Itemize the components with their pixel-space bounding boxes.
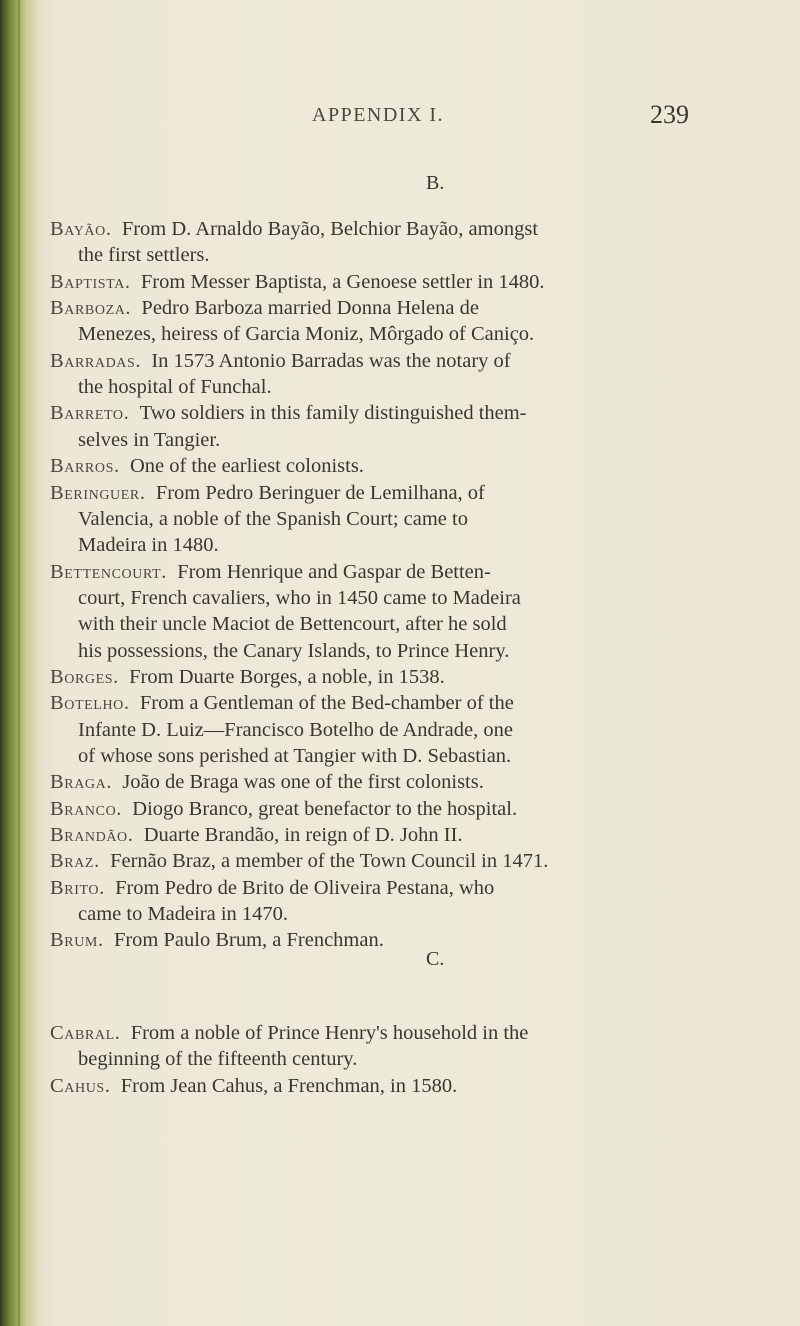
entry-text: In 1573 Antonio Barradas was the notary of	[151, 349, 511, 372]
entry-first-line	[50, 453, 364, 479]
entry-continuation-line: Infante D. Luiz—Francisco Botelho de Andrade, one	[78, 718, 513, 741]
entry-text: From a Gentleman of the Bed-chamber of the	[139, 692, 514, 715]
entry-continuation-line: Valencia, a noble of the Spanish Court; came to	[78, 507, 468, 530]
entry-first-line	[50, 1020, 528, 1046]
entry-continuation-line: beginning of the fifteenth century.	[78, 1048, 358, 1071]
entry-surname: Barros.	[50, 455, 120, 478]
entry-first-line	[50, 269, 545, 295]
page-number: 239	[650, 100, 689, 129]
entry-continuation-line: Menezes, heiress of Garcia Moniz, Môrgado of Caniço.	[78, 323, 535, 346]
entry-first-line	[50, 216, 538, 242]
entry-text: From Henrique and Gaspar de Betten-	[177, 560, 491, 583]
entry-continuation-line: the hospital of Funchal.	[78, 376, 272, 399]
entry-surname: Botelho.	[50, 692, 130, 715]
entry-first-line	[50, 400, 527, 426]
entry-surname: Braga.	[50, 771, 113, 794]
entry-continuation-line: with their uncle Maciot de Bettencourt, after he sold	[78, 613, 507, 636]
entry-text: From a noble of Prince Henry's household in the	[130, 1022, 529, 1044]
entry-first-line	[50, 848, 548, 874]
entry-text: João de Braga was one of the first colonists.	[122, 771, 484, 794]
entry-surname: Brito.	[50, 876, 105, 899]
entry-continuation-line: Madeira in 1480.	[78, 534, 219, 557]
entry-text: From Pedro Beringuer de Lemilhana, of	[155, 481, 485, 504]
entry-text: From Messer Baptista, a Genoese settler in 1480.	[140, 270, 545, 293]
entry-text: From Jean Cahus, a Frenchman, in 1580.	[120, 1074, 458, 1097]
entry-text: Pedro Barboza married Donna Helena de	[141, 297, 479, 320]
entry-text: From D. Arnaldo Bayão, Belchior Bayão, amongst	[121, 218, 539, 240]
page-header	[0, 100, 800, 134]
entry-continuation-line: his possessions, the Canary Islands, to Prince Henry.	[78, 639, 510, 662]
entry-continuation-line: selves in Tangier.	[78, 428, 221, 451]
entry-text: Diogo Branco, great benefactor to the hospital.	[132, 797, 518, 820]
entry-first-line	[50, 664, 445, 690]
entry-first-line	[50, 796, 517, 822]
entry-first-line	[50, 348, 511, 374]
book-binding-edge	[0, 0, 40, 1326]
entry-first-line	[50, 690, 514, 716]
entry-text: Duarte Brandão, in reign of D. John II.	[143, 824, 463, 847]
entry-text: From Duarte Borges, a noble, in 1538.	[129, 665, 445, 688]
entry-text: From Pedro de Brito de Oliveira Pestana, who	[115, 876, 495, 899]
entry-surname: Baptista.	[50, 270, 131, 293]
entry-text: Fernão Braz, a member of the Town Council in 1471.	[110, 850, 549, 873]
entry-surname: Brum.	[50, 929, 104, 952]
section-letter-c: C.	[426, 948, 445, 970]
entry-surname: Cahus.	[50, 1074, 111, 1097]
entry-surname: Barradas.	[50, 349, 142, 372]
entry-first-line	[50, 295, 479, 321]
entry-continuation-line: came to Madeira in 1470.	[78, 903, 289, 926]
running-head: APPENDIX I.	[312, 104, 445, 126]
entry-surname: Cabral.	[50, 1022, 121, 1044]
entry-surname: Beringuer.	[50, 481, 146, 504]
entry-first-line	[50, 875, 494, 901]
binding-fold-line	[18, 0, 20, 1326]
entry-continuation-line: of whose sons perished at Tangier with D. Sebastian.	[78, 745, 512, 767]
entry-first-line	[50, 1073, 457, 1099]
entry-surname: Barboza.	[50, 297, 132, 320]
entry-surname: Bayão.	[50, 218, 112, 240]
entry-surname: Borges.	[50, 665, 119, 688]
entry-first-line	[50, 480, 485, 506]
entry-surname: Barreto.	[50, 402, 130, 425]
entry-first-line	[50, 927, 384, 953]
entry-surname: Bettencourt.	[50, 560, 167, 583]
entry-continuation-line: court, French cavaliers, who in 1450 came to Madeira	[78, 586, 521, 609]
entry-continuation-line: the first settlers.	[78, 244, 210, 267]
entry-surname: Brandão.	[50, 824, 134, 847]
entry-surname: Braz.	[50, 850, 100, 873]
entry-surname: Branco.	[50, 797, 123, 820]
entry-first-line	[50, 769, 484, 795]
entry-first-line	[50, 559, 491, 585]
entry-text: One of the earliest colonists.	[129, 455, 364, 478]
entry-text: From Paulo Brum, a Frenchman.	[113, 929, 384, 952]
section-letter-b: B.	[426, 172, 445, 194]
entry-first-line	[50, 822, 463, 848]
entry-text: Two soldiers in this family distinguished them-	[139, 402, 527, 425]
